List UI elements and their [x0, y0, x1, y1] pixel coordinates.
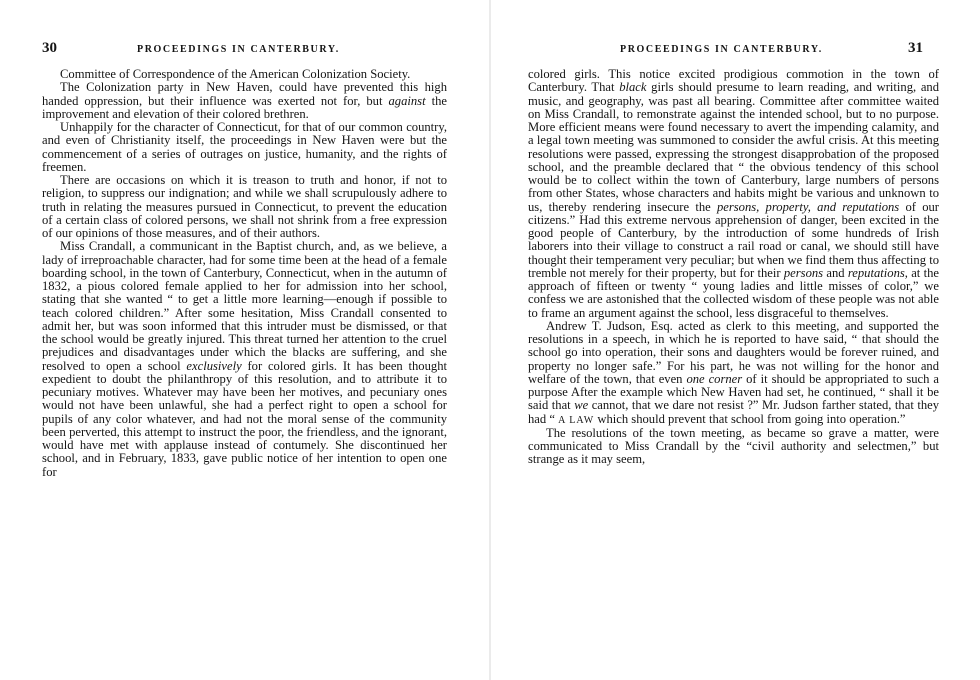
text-run: which should prevent that school from going into operation.”: [594, 411, 906, 426]
emphasis-text: exclusively: [186, 358, 242, 373]
running-head: PROCEEDINGS IN CANTERBURY.: [620, 44, 823, 55]
text-run: girls should presume to learn reading, and writing, and music, and geography, was past all bearing. Committee after committee waited on Miss Crandall, to remonstrate against the intended school, but to no purpose. More efficient means were found necessary to avert the impending calamity, and a legal town meeting was summoned to consider the awful crisis. At this meeting resolutions were passed, expressing the strongest disapprobation of the proposed school, and the preamble declared that “ the obvious tendency of this school would be to collect within the town of Canterbury, large numbers of persons from other States, whose characters and habits might be various and unknown to us, thereby rendering insecure the: [528, 80, 940, 214]
emphasis-text: against: [388, 93, 426, 108]
paragraph: [42, 81, 447, 121]
page-number: 30: [42, 40, 57, 56]
emphasis-text: one corner: [686, 371, 743, 386]
paragraph: [42, 68, 447, 81]
text-run: of our citizens.” Had this extreme nervous apprehension of danger, been excited in the good people of Canterbury, by the introduction of some hundreds of Irish laborers into their village to construct a rail road or canal, we should still have thought their temperament very peculiar; but when we find them thus affecting to tremble not merely for their property, but for their: [528, 199, 940, 280]
small-caps-text: A LAW: [558, 414, 595, 426]
paragraph: [528, 320, 939, 427]
text-run: and: [823, 265, 848, 280]
text-run: Miss Crandall, a communicant in the Baptist church, and, as we believe, a lady of irreproachable character, had for some time been at the head of a female boarding school, in the town of Canterbury, Connecticut, when in the autumn of 1832, a pious colored female applied to her for admission into her school, stating that she wanted “ to get a little more learning—enough if possible to teach colored children.” After some hesitation, Miss Crandall consented to admit her, but was soon informed that this intruder must be dismissed, or that the school would be greatly injured. This threat turned her attention to the cruel prejudices and disadvantages under which the blacks are suffering, and she resolved to open a school: [42, 239, 447, 373]
text-run: Unhappily for the character of Connecticut, for that of our common country, and even of Christianity itself, the proceedings in New Haven were but the commencement of a series of outrages on justice, humanity, and the rights of freemen.: [42, 120, 447, 174]
right-page: [490, 0, 980, 680]
text-run: Committee of Correspondence of the American Colonization Society.: [60, 67, 411, 81]
body-text: [528, 68, 939, 467]
text-run: The resolutions of the town meeting, as became so grave a matter, were communicated to Miss Crandall by the “civil authority and selectmen,” but strange as it may seem,: [528, 425, 939, 467]
text-run: for colored girls. It has been thought expedient to doubt the philanthropy of this resolution, and to attribute it to pecuniary motives. Whatever may have been her motives, and pecuniary ones would not have been unlawful, she had a perfect right to open a school for pupils of any color whatever, and had not the moral sense of the community been perverted, this attempt to instruct the poor, the friendless, and the ignorant, would have met with applause instead of contumely. She discontinued her school, and in February, 1833, gave public notice of her intention to open one for: [42, 358, 447, 479]
text-run: There are occasions on which it is treason to truth and honor, if not to religion, to suppress our indignation; and while we shall scrupulously adhere to truth in relating the measures pursued in Connecticut, to prevent the education of a certain class of colored persons, we shall not shrink from a free expression of our opinions of those measures, and of their authors.: [42, 173, 447, 240]
text-run: The Colonization party in New Haven, could have prevented this high handed oppression, but their influence was exerted not for, but: [42, 80, 447, 108]
text-run: cannot, that we dare not resist ?” Mr. Judson farther stated, that they had “: [528, 398, 940, 426]
emphasis-text: persons, property, and reputations: [716, 199, 900, 214]
text-run: of it should be appropriated to such a purpose After the example which New Haven had set, he continued, “ shall it be said that: [528, 371, 939, 413]
text-run: colored girls. This notice excited prodigious commotion in the town of Canterbury. That: [528, 67, 939, 95]
emphasis-text: persons: [783, 265, 824, 280]
paragraph: [42, 240, 447, 479]
body-text: [42, 68, 447, 479]
paragraph: [528, 68, 939, 320]
text-run: the improvement and elevation of their colored brethren.: [42, 93, 447, 121]
paragraph: [42, 174, 447, 240]
text-run: Andrew T. Judson, Esq. acted as clerk to this meeting, and supported the resolutions in a speech, in which he is reported to have said, “ that should the school go into operation, their sons and daughters would be forever ruined, and property no longer safe.” For his part, he was not willing for the honor and welfare of the town, that even: [528, 318, 939, 386]
page-number: 31: [908, 40, 923, 56]
text-run: , at the approach of fifteen or twenty “ young ladies and little misses of color,” we confess we are astonished that the collected wisdom of these people was not able to frame an argument against the school, less disgraceful to themselves.: [528, 265, 939, 320]
emphasis-text: reputations: [847, 265, 905, 280]
emphasis-text: we: [574, 398, 589, 413]
running-head: PROCEEDINGS IN CANTERBURY.: [137, 44, 340, 55]
emphasis-text: black: [619, 80, 647, 95]
paragraph: [528, 427, 939, 467]
paragraph: [42, 121, 447, 174]
